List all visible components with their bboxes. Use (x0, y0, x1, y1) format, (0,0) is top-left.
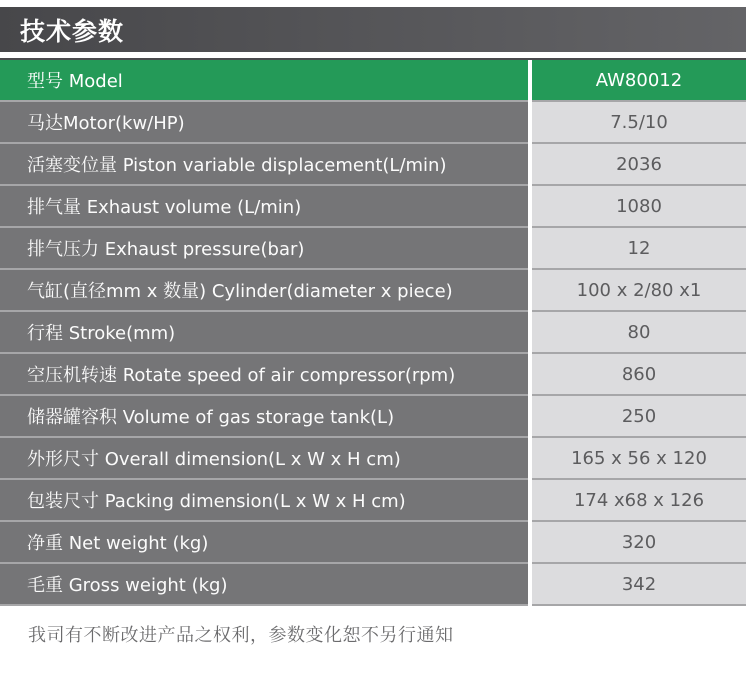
param-value: 165 x 56 x 120 (532, 438, 746, 480)
param-value: 1080 (532, 186, 746, 228)
table-row (0, 312, 746, 354)
table-row (0, 438, 746, 480)
param-value: 12 (532, 228, 746, 270)
param-value: 342 (532, 564, 746, 606)
param-value: 250 (532, 396, 746, 438)
table-row (0, 522, 746, 564)
param-label: 排气量 Exhaust volume (L/min) (0, 186, 528, 228)
table-row (0, 270, 746, 312)
table-row (0, 144, 746, 186)
param-label: 净重 Net weight (kg) (0, 522, 528, 564)
param-label: 储器罐容积 Volume of gas storage tank(L) (0, 396, 528, 438)
param-value: 80 (532, 312, 746, 354)
param-label: 气缸(直径mm x 数量) Cylinder(diameter x piece) (0, 270, 528, 312)
table-header-row (0, 60, 746, 102)
header-model-value: AW80012 (532, 60, 746, 102)
spec-table (0, 58, 746, 606)
param-label: 空压机转速 Rotate speed of air compressor(rpm) (0, 354, 528, 396)
section-title-bar (0, 7, 746, 52)
param-label: 外形尺寸 Overall dimension(L x W x H cm) (0, 438, 528, 480)
table-row (0, 228, 746, 270)
param-label: 马达Motor(kw/HP) (0, 102, 528, 144)
param-value: 7.5/10 (532, 102, 746, 144)
table-row (0, 354, 746, 396)
param-value: 174 x68 x 126 (532, 480, 746, 522)
table-row (0, 480, 746, 522)
table-row (0, 564, 746, 606)
param-label: 包装尺寸 Packing dimension(L x W x H cm) (0, 480, 528, 522)
param-label: 排气压力 Exhaust pressure(bar) (0, 228, 528, 270)
param-value: 860 (532, 354, 746, 396)
header-model-label: 型号 Model (0, 60, 528, 102)
table-row (0, 102, 746, 144)
param-value: 320 (532, 522, 746, 564)
disclaimer-text: 我司有不断改进产品之权利，参数变化恕不另行通知 (28, 625, 454, 646)
table-row (0, 396, 746, 438)
param-label: 毛重 Gross weight (kg) (0, 564, 528, 606)
section-title: 技术参数 (20, 16, 125, 46)
table-body (0, 102, 746, 606)
param-value: 2036 (532, 144, 746, 186)
spec-sheet-page (0, 7, 750, 681)
param-label: 行程 Stroke(mm) (0, 312, 528, 354)
table-row (0, 186, 746, 228)
param-value: 100 x 2/80 x1 (532, 270, 746, 312)
param-label: 活塞变位量 Piston variable displacement(L/min) (0, 144, 528, 186)
